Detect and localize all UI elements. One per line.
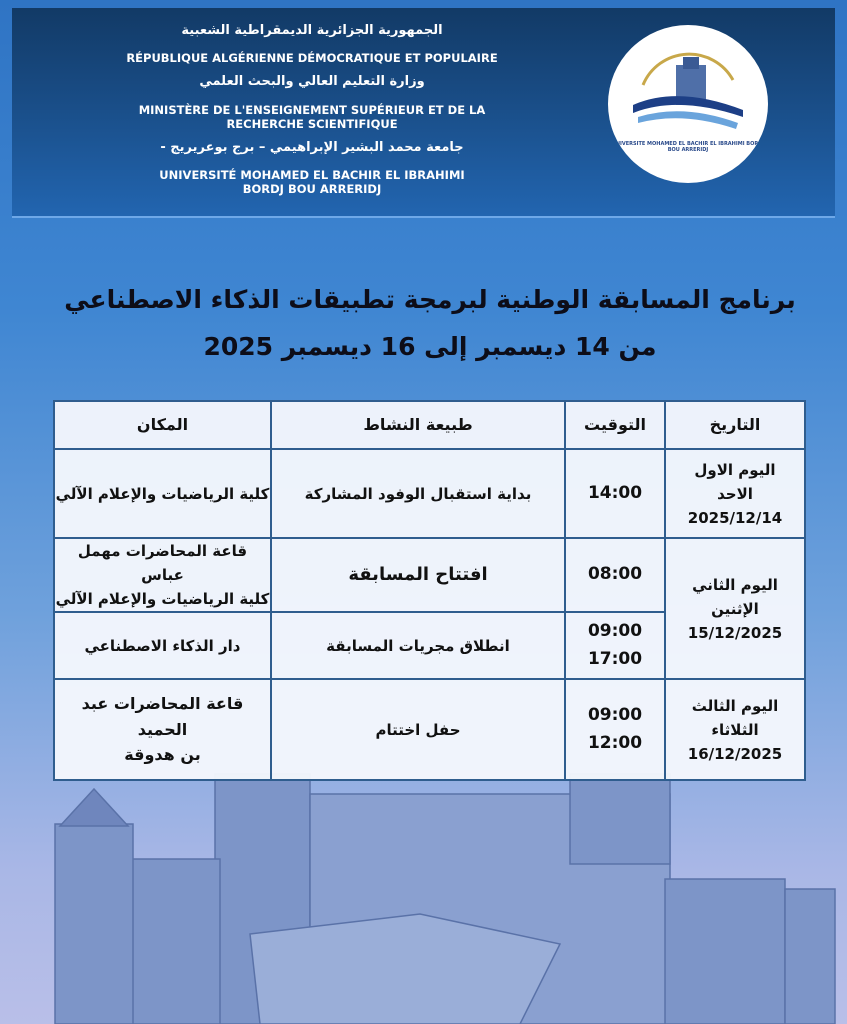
day-cell: اليوم الاول الاحد 2025/12/14 bbox=[665, 449, 805, 538]
time-cell: 09:00 12:00 bbox=[565, 679, 665, 780]
republic-ar: الجمهورية الجزائرية الديمقراطية الشعبية bbox=[181, 23, 443, 38]
activity-cell: انطلاق مجريات المسابقة bbox=[271, 612, 565, 679]
university-ar: جامعة محمد البشير الإبراهيمي – برج بوعريريج - bbox=[160, 140, 464, 155]
program-dates: من 14 ديسمبر إلى 16 ديسمبر 2025 bbox=[203, 332, 657, 361]
place-cell: دار الذكاء الاصطناعي bbox=[54, 612, 271, 679]
university-fr-1: UNIVERSITÉ MOHAMED EL BACHIR EL IBRAHIMI bbox=[159, 168, 465, 182]
ministry-fr: MINISTÈRE DE L'ENSEIGNEMENT SUPÉRIEUR ET DE LA RECHERCHE SCIENTIFIQUE bbox=[138, 103, 486, 131]
republic-fr: RÉPUBLIQUE ALGÉRIENNE DÉMOCRATIQUE ET POPULAIRE bbox=[126, 51, 498, 65]
time-cell: 09:00 17:00 bbox=[565, 612, 665, 679]
table-row bbox=[54, 679, 805, 780]
header-activity: طبيعة النشاط bbox=[271, 401, 565, 449]
table-header-row bbox=[54, 401, 805, 449]
time-cell: 08:00 bbox=[565, 538, 665, 612]
ministry-ar: وزارة التعليم العالي والبحث العلمي bbox=[199, 74, 425, 89]
table-row bbox=[54, 449, 805, 538]
day-cell: اليوم الثاني الإثنين 15/12/2025 bbox=[665, 538, 805, 679]
program-title: برنامج المسابقة الوطنية لبرمجة تطبيقات الذكاء الاصطناعي bbox=[64, 285, 796, 314]
table-row bbox=[54, 538, 805, 612]
header-date: التاريخ bbox=[665, 401, 805, 449]
place-cell: قاعة المحاضرات عبد الحميد بن هدوقة bbox=[54, 679, 271, 780]
day-cell: اليوم الثالث الثلاثاء 16/12/2025 bbox=[665, 679, 805, 780]
activity-cell: حفل اختتام bbox=[271, 679, 565, 780]
header-place: المكان bbox=[54, 401, 271, 449]
castle-illustration bbox=[0, 764, 847, 1024]
activity-cell: بداية استقبال الوفود المشاركة bbox=[271, 449, 565, 538]
place-cell: كلية الرياضيات والإعلام الآلي bbox=[54, 449, 271, 538]
logo-emblem-icon bbox=[608, 25, 768, 183]
activity-cell: افتتاح المسابقة bbox=[271, 538, 565, 612]
schedule-table bbox=[53, 400, 806, 781]
time-cell: 14:00 bbox=[565, 449, 665, 538]
place-cell: قاعة المحاضرات مهمل عباس كلية الرياضيات والإعلام الآلي bbox=[54, 538, 271, 612]
university-logo: UNIVERSITE MOHAMED EL BACHIR EL IBRAHIMI BORDJ BOU ARRERIDJ bbox=[608, 25, 768, 183]
header-time: التوقيت bbox=[565, 401, 665, 449]
university-fr-2: BORDJ BOU ARRERIDJ bbox=[242, 182, 382, 196]
